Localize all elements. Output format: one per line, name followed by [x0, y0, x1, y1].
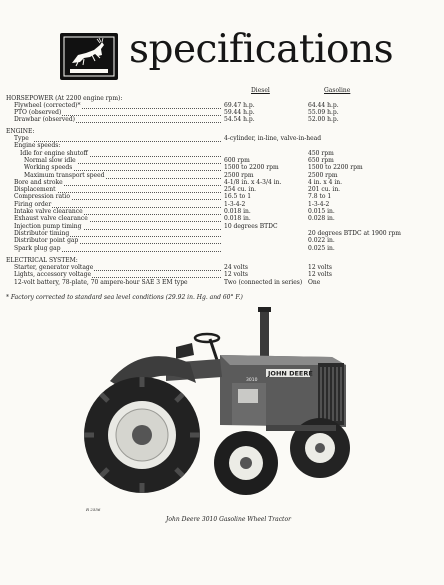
- gasoline-value: 0.028 in.: [308, 215, 335, 223]
- diesel-value: 24 volts: [224, 264, 248, 271]
- gasoline-value: 12 volts: [308, 264, 332, 271]
- gasoline-value: One: [308, 278, 321, 286]
- gasoline-value: 450 rpm: [308, 149, 334, 157]
- spec-label: Injection pump timing: [14, 222, 82, 230]
- gasoline-value: 0.022 in.: [308, 237, 335, 245]
- deer-icon: [60, 33, 118, 80]
- spec-row: [6, 180, 436, 187]
- spec-label: Idle for engine shutoff: [20, 149, 88, 157]
- electrical-heading: ELECTRICAL SYSTEM:: [6, 257, 78, 264]
- spec-label: Bore and stroke: [14, 178, 63, 186]
- photo-caption: John Deere 3010 Gasoline Wheel Tractor: [166, 516, 291, 523]
- page-title: specifications: [129, 27, 394, 72]
- spec-row: [6, 173, 436, 180]
- footnote: * Factory corrected to standard sea level conditions (29.92 in. Hg. and 60° F.): [6, 294, 243, 301]
- gasoline-value: 4 in. x 4 in.: [308, 178, 343, 186]
- diesel-value: 59.44 h.p.: [224, 109, 255, 117]
- diesel-value: 4-cylinder, in-line, valve-in-head: [224, 135, 322, 142]
- spec-row: [6, 194, 436, 201]
- diesel-value: 16.5 to 1: [224, 193, 252, 201]
- spec-row: [6, 117, 436, 124]
- diesel-value: 54.54 h.p.: [224, 116, 255, 124]
- diesel-value: 12 volts: [224, 271, 248, 279]
- gasoline-value: 20 degrees BTDC at 1900 rpm: [308, 229, 401, 237]
- spec-label: Intake valve clearance: [14, 208, 83, 215]
- gasoline-value: 2500 rpm: [308, 171, 338, 179]
- horsepower-heading: HORSEPOWER (At 2200 engine rpm):: [6, 95, 123, 102]
- spec-label: Spark plug gap: [14, 244, 61, 252]
- gasoline-value: 1500 to 2200 rpm: [308, 164, 363, 172]
- diesel-value: 254 cu. in.: [224, 186, 257, 194]
- spec-label: Working speeds: [24, 164, 73, 172]
- gasoline-value: 201 cu. in.: [308, 186, 341, 194]
- diesel-value: 1-3-4-2: [224, 200, 246, 208]
- john-deere-logo: [60, 33, 118, 80]
- spec-label: Flywheel (corrected)*: [14, 102, 81, 109]
- diesel-value: Two (connected in series): [224, 278, 303, 286]
- spec-label: Type: [14, 135, 29, 142]
- part-number: R 2556: [86, 507, 101, 512]
- gasoline-value: 0.025 in.: [308, 244, 335, 252]
- spec-label: Exhaust valve clearance: [14, 215, 88, 223]
- spec-label: Distributor point gap: [14, 237, 79, 245]
- svg-text:JOHN DEERE: JOHN DEERE: [268, 369, 313, 378]
- spec-label: Drawbar (observed): [14, 116, 75, 124]
- diesel-value: 0.018 in.: [224, 208, 251, 215]
- spec-label: Engine speeds:: [14, 142, 61, 150]
- spec-row: [6, 246, 436, 253]
- diesel-value: 10 degrees BTDC: [224, 222, 278, 230]
- diesel-value: 0.018 in.: [224, 215, 251, 223]
- diesel-value: 2500 rpm: [224, 171, 254, 179]
- gasoline-value: 0.015 in.: [308, 208, 335, 215]
- spec-label: 12-volt battery, 78-plate, 70 ampere-hour SAE 3 EM type: [14, 278, 188, 286]
- gasoline-column-header: Gasoline: [324, 87, 351, 94]
- diesel-value: 69.47 h.p.: [224, 102, 255, 109]
- gasoline-value: 12 volts: [308, 271, 332, 279]
- spec-label: Compression ratio: [14, 193, 71, 201]
- engine-heading: ENGINE:: [6, 128, 35, 135]
- diesel-column-header: Diesel: [251, 87, 270, 94]
- spec-row: [6, 238, 436, 245]
- spec-label: Starter, generator voltage: [14, 264, 94, 271]
- diesel-value: 4-1/8 in. x 4-3/4 in.: [224, 178, 282, 186]
- spec-row: [6, 280, 436, 287]
- spec-label: Distributor timing: [14, 229, 70, 237]
- spec-row: [6, 103, 436, 110]
- diesel-value: 600 rpm: [224, 156, 250, 164]
- spec-label: Lights, accessory voltage: [14, 271, 91, 279]
- gasoline-value: 52.00 h.p.: [308, 116, 339, 124]
- spec-row: [6, 136, 436, 143]
- spec-label: PTO (observed): [14, 109, 62, 117]
- leader-dots: [34, 141, 221, 142]
- spec-label: Maximum transport speed: [24, 171, 105, 179]
- gasoline-value: 1-3-4-2: [308, 200, 330, 208]
- tractor-photo: [70, 303, 370, 503]
- gasoline-value: 55.09 h.p.: [308, 109, 339, 117]
- spec-row: [6, 187, 436, 194]
- svg-text:3010: 3010: [246, 378, 258, 383]
- spec-label: Displacement: [14, 186, 56, 194]
- leader-dots: [34, 251, 221, 252]
- gasoline-value: 7.8 to 1: [308, 193, 332, 201]
- spec-label: Normal slow idle: [24, 156, 76, 164]
- diesel-value: 1500 to 2200 rpm: [224, 164, 279, 172]
- gasoline-value: 650 rpm: [308, 156, 334, 164]
- spec-label: Firing order: [14, 200, 52, 208]
- gasoline-value: 64.44 h.p.: [308, 102, 339, 109]
